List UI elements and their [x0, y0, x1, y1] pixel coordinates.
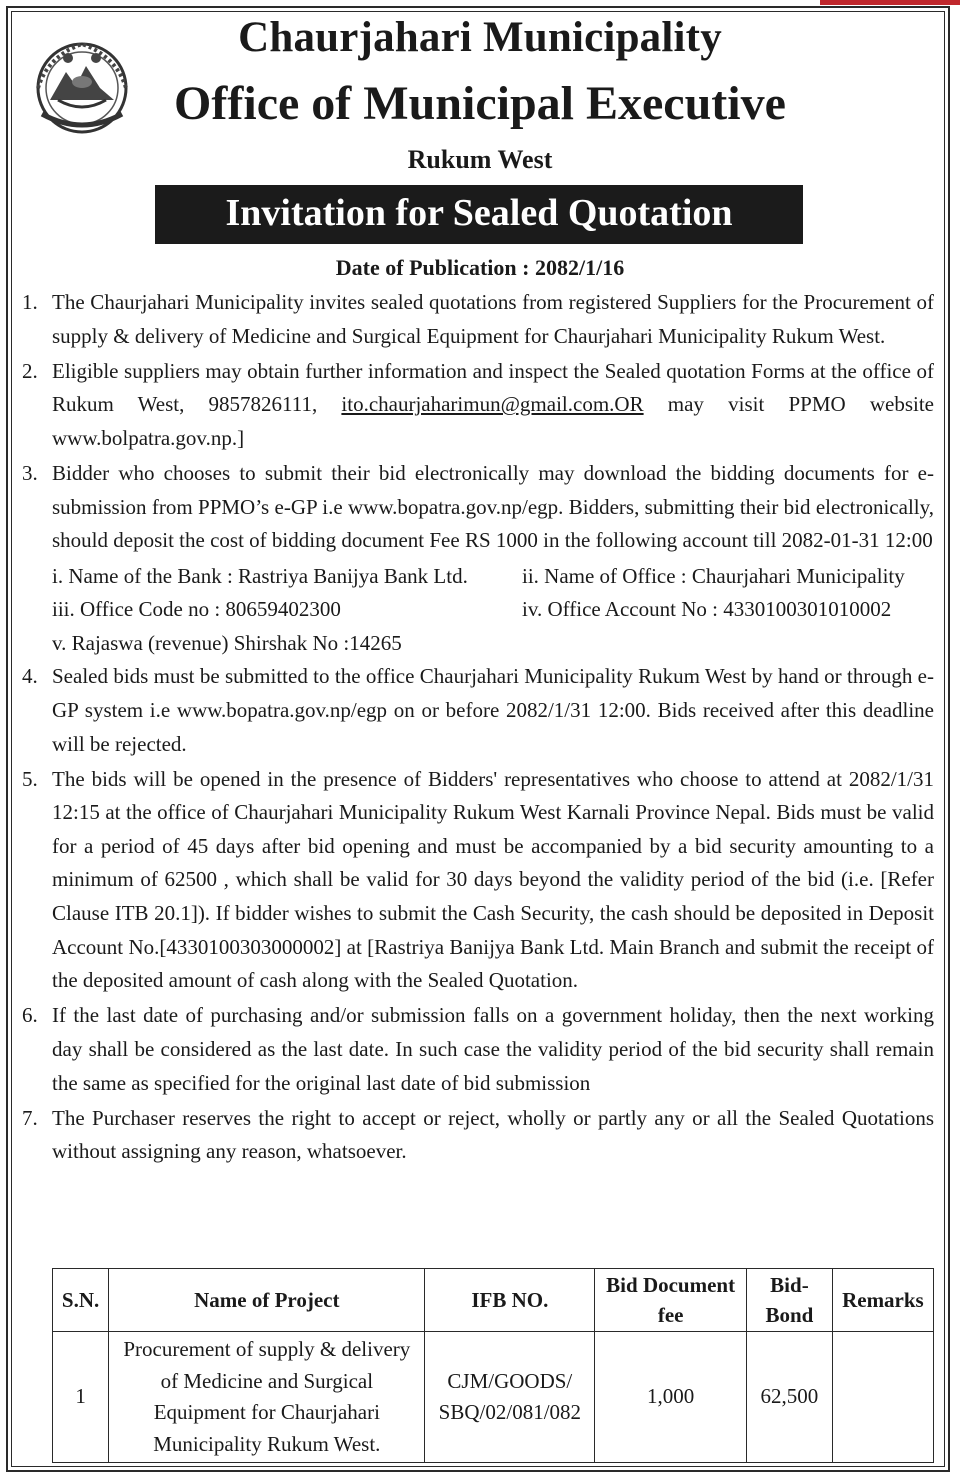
- cell-ifb-no: CJM/GOODS/ SBQ/02/081/082: [425, 1332, 595, 1463]
- item-number: 7.: [22, 1105, 38, 1130]
- bank-name: i. Name of the Bank : Rastriya Banijya Bank Ltd.: [52, 563, 468, 588]
- list-item: [22, 1102, 934, 1169]
- office-account-number: iv. Office Account No : 4330100301010002: [522, 597, 892, 622]
- item-text: Bidder who chooses to submit their bid electronically may download the bidding documents for e-submission from PPMO’s e-GP i.e www.bopatra.gov.np/egp. Bidders, submitting their bid electronically, should deposit the cost of bidding document Fee RS 1000 in the following account till 2082-01-31 12:00: [52, 461, 934, 553]
- notice-items-list-continued: [22, 660, 934, 1169]
- header-project-name: Name of Project: [109, 1269, 425, 1332]
- table-header-row: [53, 1269, 934, 1332]
- bank-account-details: [52, 560, 934, 627]
- header-bid-bond: Bid-Bond: [747, 1269, 833, 1332]
- office-name: ii. Name of Office : Chaurjahari Municipality: [522, 563, 905, 588]
- list-item: [22, 660, 934, 761]
- notice-body: [22, 286, 934, 1171]
- item-number: 3.: [22, 461, 38, 486]
- header-bid-document-fee: Bid Document fee: [595, 1269, 747, 1332]
- item-text: If the last date of purchasing and/or submission falls on a government holiday, then the next working day shall be considered as the last date. In such case the validity period of the bid security shall remain the same as specified for the original last date of bid submission: [52, 1003, 934, 1095]
- office-code: iii. Office Code no : 80659402300: [52, 597, 341, 622]
- item-number: 6.: [22, 1003, 38, 1028]
- location-subtitle: Rukum West: [407, 145, 553, 174]
- office-title: Office of Municipal Executive: [174, 77, 786, 130]
- item-number: 1.: [22, 290, 38, 314]
- municipality-title: Chaurjahari Municipality: [238, 14, 722, 61]
- item-text: Eligible suppliers may obtain further information and inspect the Sealed quotation Forms at the office of Rukum West, 9857826111,: [52, 358, 934, 417]
- list-item: [22, 457, 934, 558]
- header-ifb-no: IFB NO.: [425, 1269, 595, 1332]
- rajaswa-number: v. Rajaswa (revenue) Shirshak No :14265: [52, 630, 402, 655]
- item-text: The bids will be opened in the presence of Bidders' representatives who choose to attend at 2082/1/31 12:15 at the office of Chaurjahari Municipality Rukum West Karnali Province Nepal. Bids must be valid for a period of 45 days after bid opening and must be accompanied by a bid security amounting to a minimum of 62500 , which shall be valid for 30 days beyond the validity period of the bid (i.e. [Refer Clause ITB 20.1]). If bidder wishes to submit the Cash Security, the cash should be deposited in Deposit Account No.[4330100303000002] at [Rastriya Banijya Bank Ltd. Main Branch and submit the receipt of the deposited amount of cash along with the Sealed Quotation.: [52, 766, 934, 993]
- cell-sn: 1: [53, 1332, 109, 1463]
- project-table: [52, 1268, 934, 1463]
- cell-remarks: [832, 1332, 933, 1463]
- item-text: The Purchaser reserves the right to accept or reject, wholly or partly any or all the Sealed Quotations without assigning any reason, whatsoever.: [52, 1105, 934, 1164]
- list-item: [22, 763, 934, 998]
- header-remarks: Remarks: [832, 1269, 933, 1332]
- item-text: The Chaurjahari Municipality invites sealed quotations from registered Suppliers for the Procurement of supply & delivery of Medicine and Surgical Equipment for Chaurjahari Municipality Rukum West.: [52, 290, 934, 348]
- table-row: [53, 1332, 934, 1463]
- item-number: 2.: [22, 358, 38, 383]
- item-text: Sealed bids must be submitted to the office Chaurjahari Municipality Rukum West by hand or through e-GP system i.e www.bopatra.gov.np/egp on or before 2082/1/31 12:00. Bids received after this deadline will be rejected.: [52, 664, 934, 756]
- email-link[interactable]: ito.chaurjaharimun@gmail.com.OR: [341, 392, 644, 417]
- item-number: 5.: [22, 766, 38, 791]
- publication-date: Date of Publication : 2082/1/16: [335, 255, 625, 280]
- header-sn: S.N.: [53, 1269, 109, 1332]
- list-item: [22, 286, 934, 353]
- cell-bid-document-fee: 1,000: [595, 1332, 747, 1463]
- list-item: [22, 999, 934, 1100]
- item-number: 4.: [22, 664, 38, 689]
- notice-banner: Invitation for Sealed Quotation: [155, 185, 803, 244]
- cell-bid-bond: 62,500: [747, 1332, 833, 1463]
- list-item: [22, 355, 934, 456]
- cell-project-name: Procurement of supply & delivery of Medicine and Surgical Equipment for Chaurjahari Municipality Rukum West.: [109, 1332, 425, 1463]
- top-red-accent-bar: [820, 0, 960, 5]
- notice-items-list: [22, 286, 934, 558]
- item-text: may visit PPMO website www.bolpatra.gov.np.]: [52, 392, 934, 450]
